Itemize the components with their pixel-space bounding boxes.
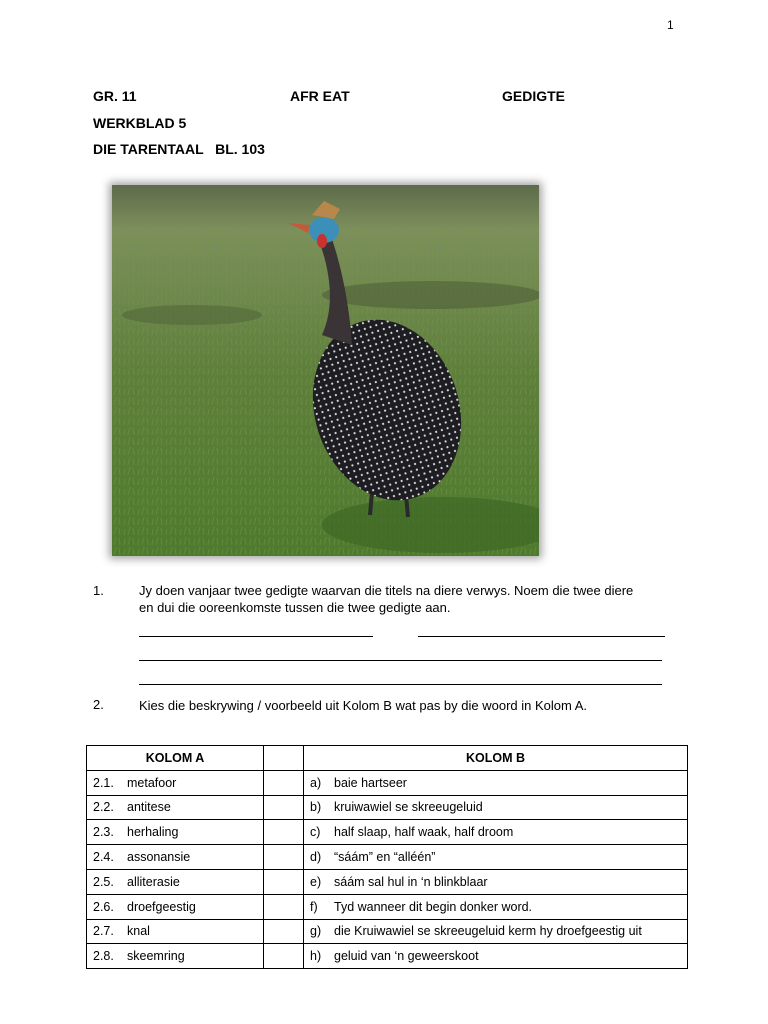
description: half slaap, half waak, half droom (334, 825, 514, 840)
row-number: 2.3. (93, 825, 114, 840)
option-letter: b) (310, 800, 322, 815)
column-a-cell (87, 919, 264, 944)
description: Tyd wanneer dit begin donker word. (334, 899, 533, 914)
answer-line (139, 636, 373, 637)
column-b-cell (304, 869, 688, 894)
column-b-cell (304, 820, 688, 845)
term: droefgeestig (127, 899, 196, 914)
description: sáám sal hul in ‘n blinkblaar (334, 874, 488, 889)
row-number: 2.5. (93, 874, 114, 889)
subject-label: AFR EAT (290, 88, 350, 104)
row-number: 2.8. (93, 949, 114, 964)
guineafowl-photo (112, 185, 539, 556)
option-letter: f) (310, 899, 318, 914)
answer-line (139, 660, 662, 661)
option-letter: h) (310, 949, 322, 964)
answer-cell[interactable] (264, 894, 304, 919)
term: metafoor (127, 775, 177, 790)
table-row (87, 919, 688, 944)
answer-line (418, 636, 665, 637)
column-b-cell (304, 919, 688, 944)
description: baie hartseer (334, 775, 407, 790)
column-b-cell (304, 845, 688, 870)
column-b-cell (304, 944, 688, 969)
column-a-cell (87, 845, 264, 870)
term: knal (127, 924, 150, 939)
row-number: 2.6. (93, 899, 114, 914)
column-a-cell (87, 869, 264, 894)
description: kruiwawiel se skreeugeluid (334, 800, 483, 815)
answer-cell[interactable] (264, 869, 304, 894)
question-1-text: Jy doen vanjaar twee gedigte waarvan die titels na diere verwys. Noem die twee diere en dui die ooreenkomste tussen die twee gedigte aan. (139, 583, 634, 615)
question-1-number: 1. (93, 583, 104, 598)
option-letter: a) (310, 775, 322, 790)
answer-cell[interactable] (264, 820, 304, 845)
question-2-text: Kies die beskrywing / voorbeeld uit Kolom B wat pas by die woord in Kolom A. (139, 698, 588, 713)
matching-table (86, 745, 688, 969)
question-2-number: 2. (93, 697, 104, 712)
column-b-header: KOLOM B (304, 746, 688, 771)
row-number: 2.4. (93, 850, 114, 865)
description: geluid van ‘n geweerskoot (334, 949, 479, 964)
column-a-cell (87, 770, 264, 795)
table-row (87, 770, 688, 795)
column-a-cell (87, 944, 264, 969)
table-row (87, 894, 688, 919)
table-header-row (87, 746, 688, 771)
table-row (87, 944, 688, 969)
row-number: 2.1. (93, 775, 114, 790)
answer-cell[interactable] (264, 795, 304, 820)
row-number: 2.7. (93, 924, 114, 939)
description: “sáám” en “alléén” (334, 850, 436, 865)
table-row (87, 869, 688, 894)
table-row (87, 820, 688, 845)
answer-cell[interactable] (264, 770, 304, 795)
column-a-cell (87, 795, 264, 820)
description: die Kruiwawiel se skreeugeluid kerm hy droefgeestig uit (334, 924, 642, 939)
option-letter: g) (310, 924, 322, 939)
option-letter: c) (310, 825, 321, 840)
term: alliterasie (127, 874, 180, 889)
column-a-header: KOLOM A (87, 746, 264, 771)
table-row (87, 845, 688, 870)
column-b-cell (304, 894, 688, 919)
column-b-cell (304, 795, 688, 820)
term: herhaling (127, 825, 179, 840)
column-b-cell (304, 770, 688, 795)
answer-cell[interactable] (264, 944, 304, 969)
table-row (87, 795, 688, 820)
column-a-cell (87, 894, 264, 919)
term: antitese (127, 800, 171, 815)
answer-line (139, 684, 662, 685)
page-number: 1 (667, 18, 674, 32)
answer-column-header (264, 746, 304, 771)
column-a-cell (87, 820, 264, 845)
topic-label: GEDIGTE (502, 88, 566, 104)
option-letter: d) (310, 850, 322, 865)
term: skeemring (127, 949, 185, 964)
term: assonansie (127, 850, 191, 865)
option-letter: e) (310, 874, 322, 889)
answer-cell[interactable] (264, 919, 304, 944)
row-number: 2.2. (93, 800, 114, 815)
poem-title: DIE TARENTAAL BL. 103 (93, 141, 265, 157)
worksheet-label: WERKBLAD 5 (93, 115, 187, 131)
grade-label: GR. 11 (93, 88, 137, 104)
answer-cell[interactable] (264, 845, 304, 870)
